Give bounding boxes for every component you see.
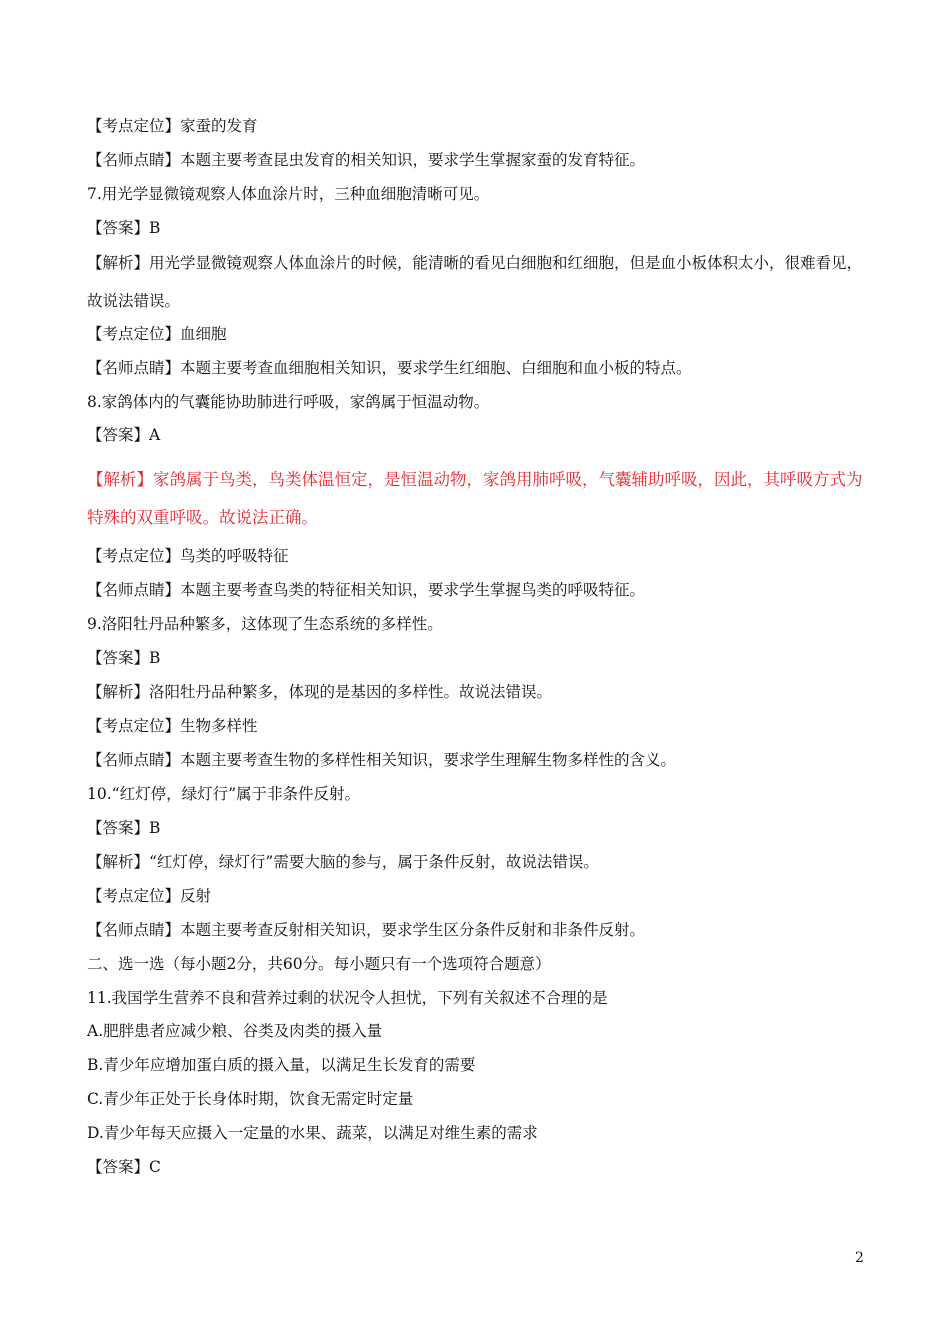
option-b: B.青少年应增加蛋白质的摄入量，以满足生长发育的需要 <box>87 1056 476 1074</box>
section-heading: 二、选一选（每小题2分，共60分。每小题只有一个选项符合题意） <box>87 955 551 973</box>
text-line: 【考点定位】鸟类的呼吸特征 <box>87 547 289 565</box>
text-line: 【名师点睛】本题主要考查反射相关知识，要求学生区分条件反射和非条件反射。 <box>87 921 646 939</box>
text-line: 【考点定位】反射 <box>87 887 212 905</box>
option-c: C.青少年正处于长身体时期，饮食无需定时定量 <box>87 1090 414 1108</box>
text-line: 【名师点睛】本题主要考查鸟类的特征相关知识，要求学生掌握鸟类的呼吸特征。 <box>87 581 646 599</box>
option-d: D.青少年每天应摄入一定量的水果、蔬菜，以满足对维生素的需求 <box>87 1124 538 1142</box>
answer-11: 【答案】C <box>87 1158 161 1176</box>
option-a: A.肥胖患者应减少粮、谷类及肉类的摄入量 <box>87 1022 383 1040</box>
answer-7: 【答案】B <box>87 219 161 237</box>
text-line: 【名师点睛】本题主要考查生物的多样性相关知识，要求学生理解生物多样性的含义。 <box>87 751 677 769</box>
text-line: 【考点定位】家蚕的发育 <box>87 117 258 135</box>
text-line: 【名师点睛】本题主要考查昆虫发育的相关知识，要求学生掌握家蚕的发育特征。 <box>87 151 646 169</box>
question-9: 9.洛阳牡丹品种繁多，这体现了生态系统的多样性。 <box>87 615 443 633</box>
answer-9: 【答案】B <box>87 649 161 667</box>
question-7: 7.用光学显微镜观察人体血涂片时，三种血细胞清晰可见。 <box>87 185 490 203</box>
question-11: 11.我国学生营养不良和营养过剩的状况令人担忧，下列有关叙述不合理的是 <box>87 989 608 1007</box>
analysis-8-highlighted: 【解析】家鸽属于鸟类，鸟类体温恒定，是恒温动物，家鸽用肺呼吸，气囊辅助呼吸，因此，其呼吸方式为特殊的双重呼吸。故说法正确。 <box>87 470 863 527</box>
question-8: 8.家鸽体内的气囊能协助肺进行呼吸，家鸽属于恒温动物。 <box>87 393 490 411</box>
text-line: 【名师点睛】本题主要考查血细胞相关知识，要求学生红细胞、白细胞和血小板的特点。 <box>87 359 692 377</box>
page-number: 2 <box>855 1250 864 1266</box>
question-10: 10.“红灯停，绿灯行”属于非条件反射。 <box>87 785 360 803</box>
analysis-10: 【解析】“红灯停，绿灯行”需要大脑的参与，属于条件反射，故说法错误。 <box>87 853 599 871</box>
text-line: 【考点定位】生物多样性 <box>87 717 258 735</box>
analysis-7: 【解析】用光学显微镜观察人体血涂片的时候，能清晰的看见白细胞和红细胞，但是血小板体积太小，很难看见，故说法错误。 <box>87 254 863 310</box>
text-line: 【考点定位】血细胞 <box>87 325 227 343</box>
answer-10: 【答案】B <box>87 819 161 837</box>
analysis-9: 【解析】洛阳牡丹品种繁多，体现的是基因的多样性。故说法错误。 <box>87 683 553 701</box>
answer-8: 【答案】A <box>87 426 161 444</box>
